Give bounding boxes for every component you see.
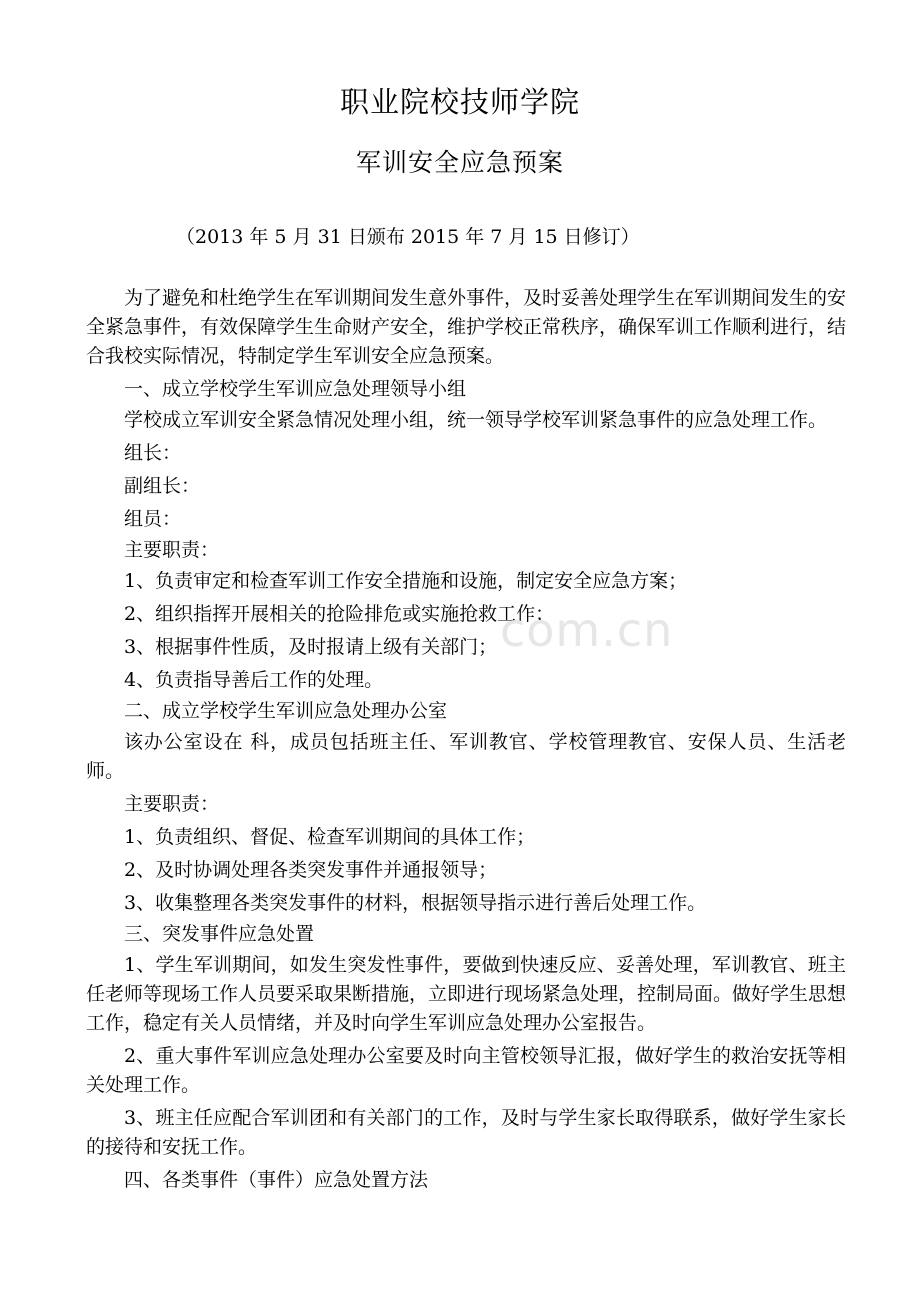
paragraph: 该办公室设在 科，成员包括班主任、军训教官、学校管理教官、安保人员、生活老师。 (86, 731, 846, 782)
paragraph: 3、班主任应配合军训团和有关部门的工作，及时与学生家长取得联系，做好学生家长的接待和安抚工作。 (86, 1107, 846, 1158)
section-heading-2: 二、成立学校学生军训应急处理办公室 (124, 700, 448, 722)
list-item: 4、负责指导善后工作的处理。 (124, 669, 384, 691)
paragraph: 主要职责： (124, 793, 220, 815)
paragraph: 学校成立军训安全紧急情况处理小组，统一领导学校军训紧急事件的应急处理工作。 (124, 409, 828, 431)
section-heading-4: 四、各类事件（事件）应急处置方法 (124, 1169, 429, 1191)
paragraph: 组长： (124, 442, 182, 464)
paragraph: 副组长： (124, 475, 201, 497)
date-line: （2013 年 5 月 31 日颁布 2015 年 7 月 15 日修订） (176, 226, 640, 248)
list-item: 3、根据事件性质，及时报请上级有关部门； (124, 636, 498, 658)
list-item: 2、及时协调处理各类突发事件并通报领导； (124, 859, 498, 881)
section-heading-1: 一、成立学校学生军训应急处理领导小组 (124, 378, 467, 400)
list-item: 2、组织指挥开展相关的抢险排危或实施抢救工作； (124, 603, 555, 625)
watermark: com.cn (500, 603, 674, 657)
list-item: 3、收集整理各类突发事件的材料，根据领导指示进行善后处理工作。 (124, 892, 707, 914)
document-subtitle: 军训安全应急预案 (355, 148, 564, 177)
document-title: 职业院校技师学院 (339, 85, 580, 119)
list-item: 1、负责审定和检查军训工作安全措施和设施，制定安全应急方案； (124, 570, 688, 592)
paragraph: 1、学生军训期间，如发生突发性事件，要做到快速反应、妥善处理，军训教官、班主任老师等现场工作人员要采取果断措施，立即进行现场紧急处理，控制局面。做好学生思想工作，稳定有关人员情绪，并及时向学生军训应急处理办公室报告。 (86, 954, 847, 1034)
paragraph: 主要职责： (124, 539, 220, 561)
list-item: 1、负责组织、督促、检查军训期间的具体工作； (124, 826, 536, 848)
paragraph: 组员： (124, 508, 182, 530)
document-body (86, 284, 846, 1197)
paragraph-intro: 为了避免和杜绝学生在军训期间发生意外事件，及时妥善处理学生在军训期间发生的安全紧急事件，有效保障学生生命财产安全，维护学校正常秩序，确保军训工作顺利进行，结合我校实际情况，特制定学生军训安全应急预案。 (86, 287, 847, 367)
paragraph: 2、重大事件军训应急处理办公室要及时向主管校领导汇报，做好学生的救治安抚等相关处理工作。 (86, 1045, 846, 1096)
section-heading-3: 三、突发事件应急处置 (124, 923, 315, 945)
